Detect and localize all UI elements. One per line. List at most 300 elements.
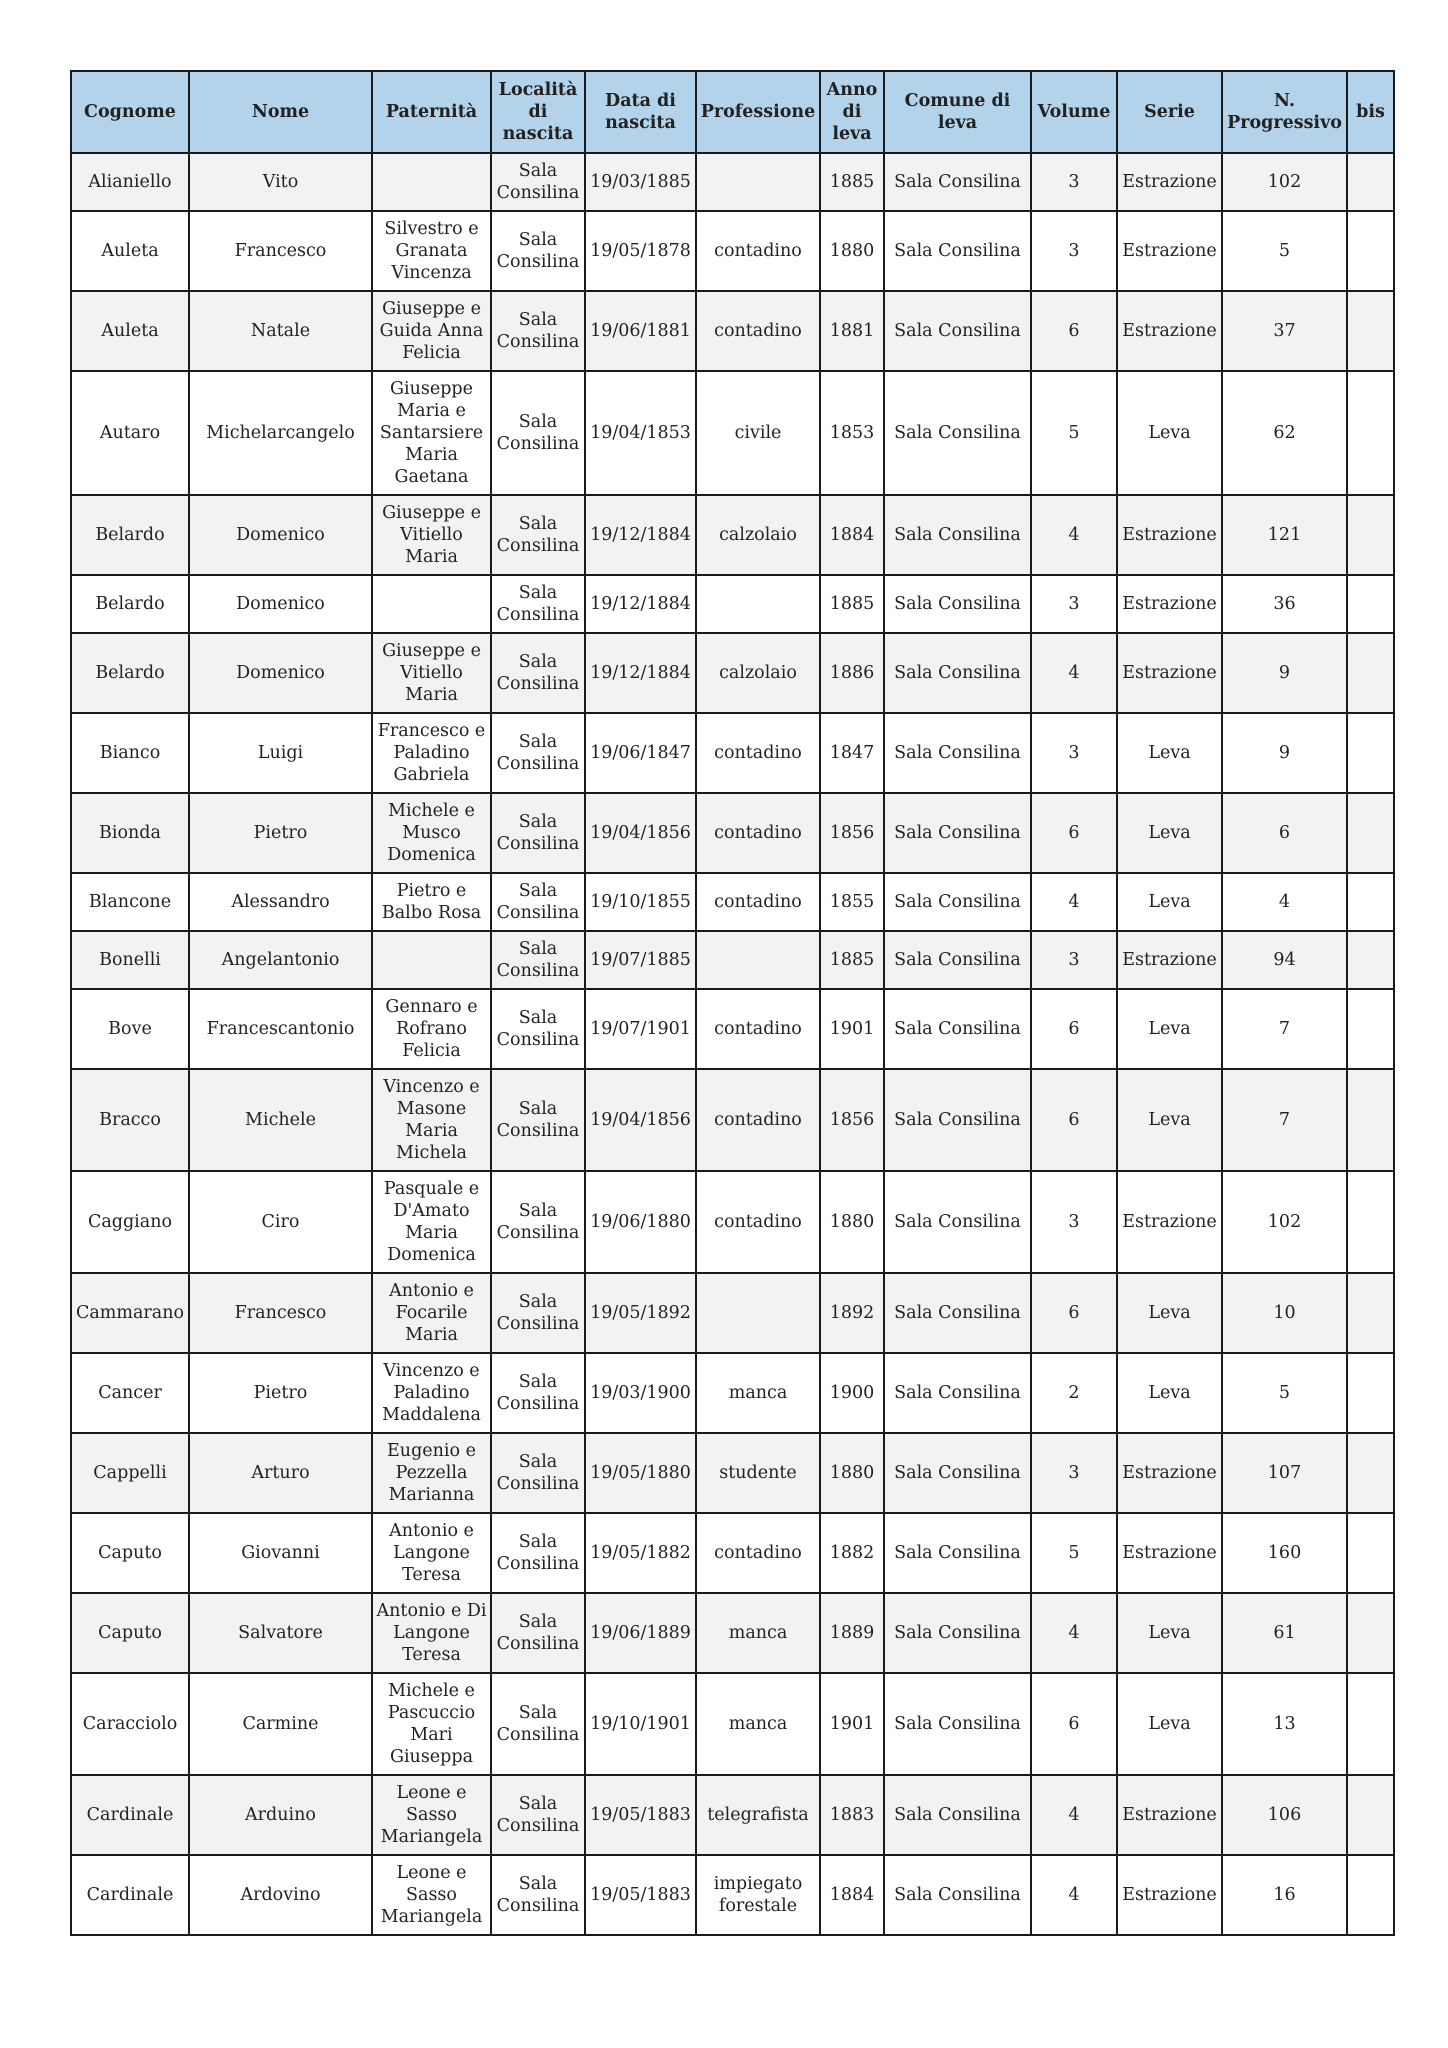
cell-bis xyxy=(1347,1673,1394,1775)
cell-paternita: Antonio e Langone Teresa xyxy=(372,1513,491,1593)
cell-anno-leva: 1889 xyxy=(820,1593,884,1673)
cell-nome: Pietro xyxy=(189,1353,372,1433)
cell-bis xyxy=(1347,1593,1394,1673)
header-data-di-nascita: Data di nascita xyxy=(585,71,696,153)
cell-data-nascita: 19/04/1853 xyxy=(585,371,696,495)
cell-cognome: Belardo xyxy=(71,495,189,575)
cell-cognome: Caracciolo xyxy=(71,1673,189,1775)
cell-nome: Alessandro xyxy=(189,873,372,931)
cell-n-progressivo: 61 xyxy=(1222,1593,1347,1673)
cell-bis xyxy=(1347,1069,1394,1171)
header-n-progressivo: N. Progressivo xyxy=(1222,71,1347,153)
cell-data-nascita: 19/05/1892 xyxy=(585,1273,696,1353)
cell-n-progressivo: 37 xyxy=(1222,291,1347,371)
cell-localita: Sala Consilina xyxy=(491,633,585,713)
cell-anno-leva: 1853 xyxy=(820,371,884,495)
cell-professione: contadino xyxy=(696,211,820,291)
cell-comune-leva: Sala Consilina xyxy=(884,1069,1031,1171)
table-row xyxy=(71,1673,1394,1775)
cell-volume: 3 xyxy=(1031,713,1117,793)
cell-paternita: Pasquale e D'Amato Maria Domenica xyxy=(372,1171,491,1273)
cell-serie: Estrazione xyxy=(1117,1433,1222,1513)
cell-anno-leva: 1855 xyxy=(820,873,884,931)
cell-anno-leva: 1881 xyxy=(820,291,884,371)
cell-serie: Leva xyxy=(1117,873,1222,931)
cell-paternita xyxy=(372,575,491,633)
cell-nome: Francesco xyxy=(189,1273,372,1353)
cell-volume: 3 xyxy=(1031,1171,1117,1273)
table-row xyxy=(71,1171,1394,1273)
cell-paternita: Antonio e Focarile Maria xyxy=(372,1273,491,1353)
cell-localita: Sala Consilina xyxy=(491,153,585,211)
cell-comune-leva: Sala Consilina xyxy=(884,1775,1031,1855)
cell-serie: Leva xyxy=(1117,1069,1222,1171)
table-row xyxy=(71,495,1394,575)
cell-paternita: Silvestro e Granata Vincenza xyxy=(372,211,491,291)
cell-serie: Leva xyxy=(1117,1353,1222,1433)
cell-n-progressivo: 9 xyxy=(1222,633,1347,713)
cell-anno-leva: 1884 xyxy=(820,1855,884,1935)
table-row xyxy=(71,1069,1394,1171)
cell-paternita: Leone e Sasso Mariangela xyxy=(372,1855,491,1935)
cell-comune-leva: Sala Consilina xyxy=(884,1673,1031,1775)
cell-paternita: Francesco e Paladino Gabriela xyxy=(372,713,491,793)
cell-n-progressivo: 160 xyxy=(1222,1513,1347,1593)
cell-professione xyxy=(696,931,820,989)
cell-professione: telegrafista xyxy=(696,1775,820,1855)
cell-data-nascita: 19/06/1889 xyxy=(585,1593,696,1673)
cell-nome: Angelantonio xyxy=(189,931,372,989)
cell-n-progressivo: 5 xyxy=(1222,211,1347,291)
cell-localita: Sala Consilina xyxy=(491,1593,585,1673)
cell-localita: Sala Consilina xyxy=(491,1775,585,1855)
cell-bis xyxy=(1347,793,1394,873)
cell-cognome: Caputo xyxy=(71,1593,189,1673)
cell-professione: studente xyxy=(696,1433,820,1513)
cell-nome: Giovanni xyxy=(189,1513,372,1593)
cell-cognome: Belardo xyxy=(71,633,189,713)
cell-cognome: Cancer xyxy=(71,1353,189,1433)
cell-professione: contadino xyxy=(696,1513,820,1593)
cell-cognome: Bove xyxy=(71,989,189,1069)
cell-serie: Leva xyxy=(1117,713,1222,793)
cell-comune-leva: Sala Consilina xyxy=(884,1433,1031,1513)
cell-serie: Estrazione xyxy=(1117,1855,1222,1935)
cell-localita: Sala Consilina xyxy=(491,1171,585,1273)
cell-localita: Sala Consilina xyxy=(491,1513,585,1593)
cell-anno-leva: 1901 xyxy=(820,989,884,1069)
cell-bis xyxy=(1347,153,1394,211)
cell-data-nascita: 19/06/1847 xyxy=(585,713,696,793)
table-row xyxy=(71,1855,1394,1935)
cell-serie: Estrazione xyxy=(1117,153,1222,211)
cell-volume: 6 xyxy=(1031,1273,1117,1353)
cell-cognome: Cappelli xyxy=(71,1433,189,1513)
cell-n-progressivo: 36 xyxy=(1222,575,1347,633)
cell-comune-leva: Sala Consilina xyxy=(884,153,1031,211)
cell-comune-leva: Sala Consilina xyxy=(884,713,1031,793)
cell-bis xyxy=(1347,211,1394,291)
cell-volume: 4 xyxy=(1031,1593,1117,1673)
cell-volume: 3 xyxy=(1031,931,1117,989)
cell-localita: Sala Consilina xyxy=(491,575,585,633)
cell-n-progressivo: 94 xyxy=(1222,931,1347,989)
table-row xyxy=(71,931,1394,989)
cell-volume: 6 xyxy=(1031,793,1117,873)
cell-anno-leva: 1885 xyxy=(820,153,884,211)
cell-nome: Arduino xyxy=(189,1775,372,1855)
table-row xyxy=(71,989,1394,1069)
cell-anno-leva: 1892 xyxy=(820,1273,884,1353)
cell-n-progressivo: 7 xyxy=(1222,1069,1347,1171)
cell-n-progressivo: 16 xyxy=(1222,1855,1347,1935)
table-row xyxy=(71,793,1394,873)
cell-paternita: Pietro e Balbo Rosa xyxy=(372,873,491,931)
cell-bis xyxy=(1347,1433,1394,1513)
cell-volume: 5 xyxy=(1031,371,1117,495)
cell-paternita: Giuseppe e Vitiello Maria xyxy=(372,633,491,713)
table-row xyxy=(71,153,1394,211)
cell-bis xyxy=(1347,1171,1394,1273)
cell-n-progressivo: 13 xyxy=(1222,1673,1347,1775)
cell-anno-leva: 1884 xyxy=(820,495,884,575)
cell-localita: Sala Consilina xyxy=(491,495,585,575)
cell-bis xyxy=(1347,371,1394,495)
cell-paternita: Michele e Musco Domenica xyxy=(372,793,491,873)
cell-serie: Leva xyxy=(1117,989,1222,1069)
cell-nome: Salvatore xyxy=(189,1593,372,1673)
cell-bis xyxy=(1347,1855,1394,1935)
cell-cognome: Alianiello xyxy=(71,153,189,211)
cell-anno-leva: 1885 xyxy=(820,931,884,989)
cell-serie: Leva xyxy=(1117,1593,1222,1673)
cell-data-nascita: 19/05/1883 xyxy=(585,1855,696,1935)
cell-nome: Vito xyxy=(189,153,372,211)
cell-comune-leva: Sala Consilina xyxy=(884,211,1031,291)
cell-serie: Estrazione xyxy=(1117,1513,1222,1593)
cell-paternita: Gennaro e Rofrano Felicia xyxy=(372,989,491,1069)
table-row xyxy=(71,211,1394,291)
cell-comune-leva: Sala Consilina xyxy=(884,793,1031,873)
cell-data-nascita: 19/04/1856 xyxy=(585,793,696,873)
cell-n-progressivo: 10 xyxy=(1222,1273,1347,1353)
cell-nome: Pietro xyxy=(189,793,372,873)
cell-cognome: Cammarano xyxy=(71,1273,189,1353)
cell-data-nascita: 19/07/1901 xyxy=(585,989,696,1069)
cell-localita: Sala Consilina xyxy=(491,211,585,291)
cell-paternita: Michele e Pascuccio Mari Giuseppa xyxy=(372,1673,491,1775)
cell-localita: Sala Consilina xyxy=(491,989,585,1069)
cell-nome: Ciro xyxy=(189,1171,372,1273)
table-row xyxy=(71,873,1394,931)
cell-data-nascita: 19/04/1856 xyxy=(585,1069,696,1171)
cell-anno-leva: 1847 xyxy=(820,713,884,793)
header-comune-di-leva: Comune di leva xyxy=(884,71,1031,153)
table-header-row xyxy=(71,71,1394,153)
cell-comune-leva: Sala Consilina xyxy=(884,371,1031,495)
cell-cognome: Cardinale xyxy=(71,1855,189,1935)
cell-nome: Domenico xyxy=(189,633,372,713)
cell-n-progressivo: 102 xyxy=(1222,153,1347,211)
cell-nome: Natale xyxy=(189,291,372,371)
cell-professione: contadino xyxy=(696,793,820,873)
cell-localita: Sala Consilina xyxy=(491,1673,585,1775)
cell-bis xyxy=(1347,713,1394,793)
cell-anno-leva: 1880 xyxy=(820,1433,884,1513)
cell-cognome: Autaro xyxy=(71,371,189,495)
cell-localita: Sala Consilina xyxy=(491,1273,585,1353)
cell-nome: Francesco xyxy=(189,211,372,291)
cell-professione: calzolaio xyxy=(696,495,820,575)
cell-bis xyxy=(1347,1273,1394,1353)
cell-nome: Domenico xyxy=(189,575,372,633)
table-row xyxy=(71,1273,1394,1353)
cell-data-nascita: 19/05/1883 xyxy=(585,1775,696,1855)
cell-volume: 4 xyxy=(1031,873,1117,931)
cell-serie: Leva xyxy=(1117,793,1222,873)
cell-professione: contadino xyxy=(696,1171,820,1273)
table-row xyxy=(71,1775,1394,1855)
cell-comune-leva: Sala Consilina xyxy=(884,1353,1031,1433)
cell-bis xyxy=(1347,1513,1394,1593)
cell-nome: Luigi xyxy=(189,713,372,793)
table-body xyxy=(71,153,1394,1935)
cell-paternita: Vincenzo e Masone Maria Michela xyxy=(372,1069,491,1171)
cell-serie: Estrazione xyxy=(1117,1171,1222,1273)
cell-paternita: Giuseppe e Vitiello Maria xyxy=(372,495,491,575)
cell-serie: Leva xyxy=(1117,1273,1222,1353)
cell-volume: 6 xyxy=(1031,291,1117,371)
cell-serie: Estrazione xyxy=(1117,1775,1222,1855)
cell-paternita xyxy=(372,931,491,989)
header-serie: Serie xyxy=(1117,71,1222,153)
cell-comune-leva: Sala Consilina xyxy=(884,1273,1031,1353)
cell-professione: civile xyxy=(696,371,820,495)
cell-anno-leva: 1856 xyxy=(820,1069,884,1171)
cell-cognome: Blancone xyxy=(71,873,189,931)
cell-n-progressivo: 121 xyxy=(1222,495,1347,575)
cell-volume: 5 xyxy=(1031,1513,1117,1593)
cell-volume: 4 xyxy=(1031,1855,1117,1935)
cell-nome: Domenico xyxy=(189,495,372,575)
cell-bis xyxy=(1347,1775,1394,1855)
cell-cognome: Auleta xyxy=(71,211,189,291)
cell-data-nascita: 19/05/1878 xyxy=(585,211,696,291)
cell-data-nascita: 19/03/1885 xyxy=(585,153,696,211)
cell-serie: Estrazione xyxy=(1117,931,1222,989)
cell-professione: manca xyxy=(696,1593,820,1673)
cell-data-nascita: 19/12/1884 xyxy=(585,575,696,633)
cell-serie: Leva xyxy=(1117,371,1222,495)
cell-comune-leva: Sala Consilina xyxy=(884,633,1031,713)
cell-anno-leva: 1901 xyxy=(820,1673,884,1775)
header-bis: bis xyxy=(1347,71,1394,153)
cell-volume: 3 xyxy=(1031,1433,1117,1513)
cell-anno-leva: 1882 xyxy=(820,1513,884,1593)
cell-data-nascita: 19/10/1901 xyxy=(585,1673,696,1775)
conscription-register-table xyxy=(70,70,1395,1936)
cell-professione: contadino xyxy=(696,989,820,1069)
cell-cognome: Caggiano xyxy=(71,1171,189,1273)
cell-serie: Estrazione xyxy=(1117,633,1222,713)
cell-professione xyxy=(696,1273,820,1353)
cell-volume: 2 xyxy=(1031,1353,1117,1433)
cell-serie: Estrazione xyxy=(1117,291,1222,371)
header-paternita: Paternità xyxy=(372,71,491,153)
cell-localita: Sala Consilina xyxy=(491,1433,585,1513)
cell-anno-leva: 1900 xyxy=(820,1353,884,1433)
cell-nome: Ardovino xyxy=(189,1855,372,1935)
cell-volume: 3 xyxy=(1031,575,1117,633)
cell-nome: Michele xyxy=(189,1069,372,1171)
cell-cognome: Cardinale xyxy=(71,1775,189,1855)
cell-data-nascita: 19/12/1884 xyxy=(585,495,696,575)
cell-volume: 6 xyxy=(1031,989,1117,1069)
cell-n-progressivo: 106 xyxy=(1222,1775,1347,1855)
cell-bis xyxy=(1347,989,1394,1069)
cell-serie: Estrazione xyxy=(1117,211,1222,291)
cell-volume: 3 xyxy=(1031,211,1117,291)
cell-paternita: Leone e Sasso Mariangela xyxy=(372,1775,491,1855)
cell-volume: 4 xyxy=(1031,495,1117,575)
cell-localita: Sala Consilina xyxy=(491,793,585,873)
table-row xyxy=(71,1353,1394,1433)
cell-paternita: Eugenio e Pezzella Marianna xyxy=(372,1433,491,1513)
cell-localita: Sala Consilina xyxy=(491,291,585,371)
cell-n-progressivo: 5 xyxy=(1222,1353,1347,1433)
cell-anno-leva: 1880 xyxy=(820,1171,884,1273)
header-volume: Volume xyxy=(1031,71,1117,153)
cell-nome: Arturo xyxy=(189,1433,372,1513)
cell-cognome: Caputo xyxy=(71,1513,189,1593)
cell-professione: calzolaio xyxy=(696,633,820,713)
cell-cognome: Auleta xyxy=(71,291,189,371)
cell-anno-leva: 1856 xyxy=(820,793,884,873)
header-anno-di-leva: Anno di leva xyxy=(820,71,884,153)
cell-comune-leva: Sala Consilina xyxy=(884,1855,1031,1935)
table-row xyxy=(71,1433,1394,1513)
cell-data-nascita: 19/06/1880 xyxy=(585,1171,696,1273)
cell-comune-leva: Sala Consilina xyxy=(884,291,1031,371)
cell-anno-leva: 1880 xyxy=(820,211,884,291)
cell-comune-leva: Sala Consilina xyxy=(884,1513,1031,1593)
cell-localita: Sala Consilina xyxy=(491,931,585,989)
table-row xyxy=(71,371,1394,495)
table-row xyxy=(71,1593,1394,1673)
cell-professione xyxy=(696,153,820,211)
cell-n-progressivo: 9 xyxy=(1222,713,1347,793)
cell-paternita: Vincenzo e Paladino Maddalena xyxy=(372,1353,491,1433)
cell-paternita: Giuseppe Maria e Santarsiere Maria Gaetana xyxy=(372,371,491,495)
cell-paternita xyxy=(372,153,491,211)
cell-data-nascita: 19/05/1882 xyxy=(585,1513,696,1593)
cell-nome: Carmine xyxy=(189,1673,372,1775)
cell-localita: Sala Consilina xyxy=(491,1353,585,1433)
cell-professione: contadino xyxy=(696,873,820,931)
cell-localita: Sala Consilina xyxy=(491,1069,585,1171)
cell-bis xyxy=(1347,495,1394,575)
cell-volume: 3 xyxy=(1031,153,1117,211)
cell-serie: Estrazione xyxy=(1117,495,1222,575)
cell-comune-leva: Sala Consilina xyxy=(884,931,1031,989)
cell-paternita: Antonio e Di Langone Teresa xyxy=(372,1593,491,1673)
cell-anno-leva: 1886 xyxy=(820,633,884,713)
cell-cognome: Bracco xyxy=(71,1069,189,1171)
cell-bis xyxy=(1347,633,1394,713)
cell-n-progressivo: 4 xyxy=(1222,873,1347,931)
cell-localita: Sala Consilina xyxy=(491,1855,585,1935)
cell-bis xyxy=(1347,291,1394,371)
cell-professione: contadino xyxy=(696,291,820,371)
cell-anno-leva: 1885 xyxy=(820,575,884,633)
cell-comune-leva: Sala Consilina xyxy=(884,575,1031,633)
cell-nome: Francescantonio xyxy=(189,989,372,1069)
cell-professione: manca xyxy=(696,1353,820,1433)
cell-paternita: Giuseppe e Guida Anna Felicia xyxy=(372,291,491,371)
cell-data-nascita: 19/12/1884 xyxy=(585,633,696,713)
cell-data-nascita: 19/06/1881 xyxy=(585,291,696,371)
cell-n-progressivo: 7 xyxy=(1222,989,1347,1069)
cell-comune-leva: Sala Consilina xyxy=(884,873,1031,931)
cell-comune-leva: Sala Consilina xyxy=(884,989,1031,1069)
cell-data-nascita: 19/05/1880 xyxy=(585,1433,696,1513)
table-row xyxy=(71,575,1394,633)
cell-serie: Leva xyxy=(1117,1673,1222,1775)
cell-data-nascita: 19/07/1885 xyxy=(585,931,696,989)
cell-data-nascita: 19/10/1855 xyxy=(585,873,696,931)
cell-bis xyxy=(1347,1353,1394,1433)
table-row xyxy=(71,633,1394,713)
cell-localita: Sala Consilina xyxy=(491,873,585,931)
cell-n-progressivo: 102 xyxy=(1222,1171,1347,1273)
header-cognome: Cognome xyxy=(71,71,189,153)
cell-cognome: Bianco xyxy=(71,713,189,793)
cell-bis xyxy=(1347,575,1394,633)
table-row xyxy=(71,1513,1394,1593)
cell-n-progressivo: 107 xyxy=(1222,1433,1347,1513)
cell-localita: Sala Consilina xyxy=(491,371,585,495)
cell-cognome: Bonelli xyxy=(71,931,189,989)
table-row xyxy=(71,713,1394,793)
cell-comune-leva: Sala Consilina xyxy=(884,1593,1031,1673)
cell-cognome: Bionda xyxy=(71,793,189,873)
cell-n-progressivo: 62 xyxy=(1222,371,1347,495)
header-professione: Professione xyxy=(696,71,820,153)
register-page xyxy=(70,70,1393,1936)
table-row xyxy=(71,291,1394,371)
cell-serie: Estrazione xyxy=(1117,575,1222,633)
header-localita-di-nascita: Località di nascita xyxy=(491,71,585,153)
cell-n-progressivo: 6 xyxy=(1222,793,1347,873)
cell-professione: contadino xyxy=(696,1069,820,1171)
cell-comune-leva: Sala Consilina xyxy=(884,495,1031,575)
cell-volume: 4 xyxy=(1031,633,1117,713)
cell-data-nascita: 19/03/1900 xyxy=(585,1353,696,1433)
cell-bis xyxy=(1347,873,1394,931)
cell-professione xyxy=(696,575,820,633)
cell-nome: Michelarcangelo xyxy=(189,371,372,495)
cell-cognome: Belardo xyxy=(71,575,189,633)
cell-volume: 6 xyxy=(1031,1673,1117,1775)
cell-anno-leva: 1883 xyxy=(820,1775,884,1855)
cell-volume: 4 xyxy=(1031,1775,1117,1855)
cell-professione: impiegato forestale xyxy=(696,1855,820,1935)
cell-professione: manca xyxy=(696,1673,820,1775)
cell-bis xyxy=(1347,931,1394,989)
cell-volume: 6 xyxy=(1031,1069,1117,1171)
header-nome: Nome xyxy=(189,71,372,153)
cell-professione: contadino xyxy=(696,713,820,793)
